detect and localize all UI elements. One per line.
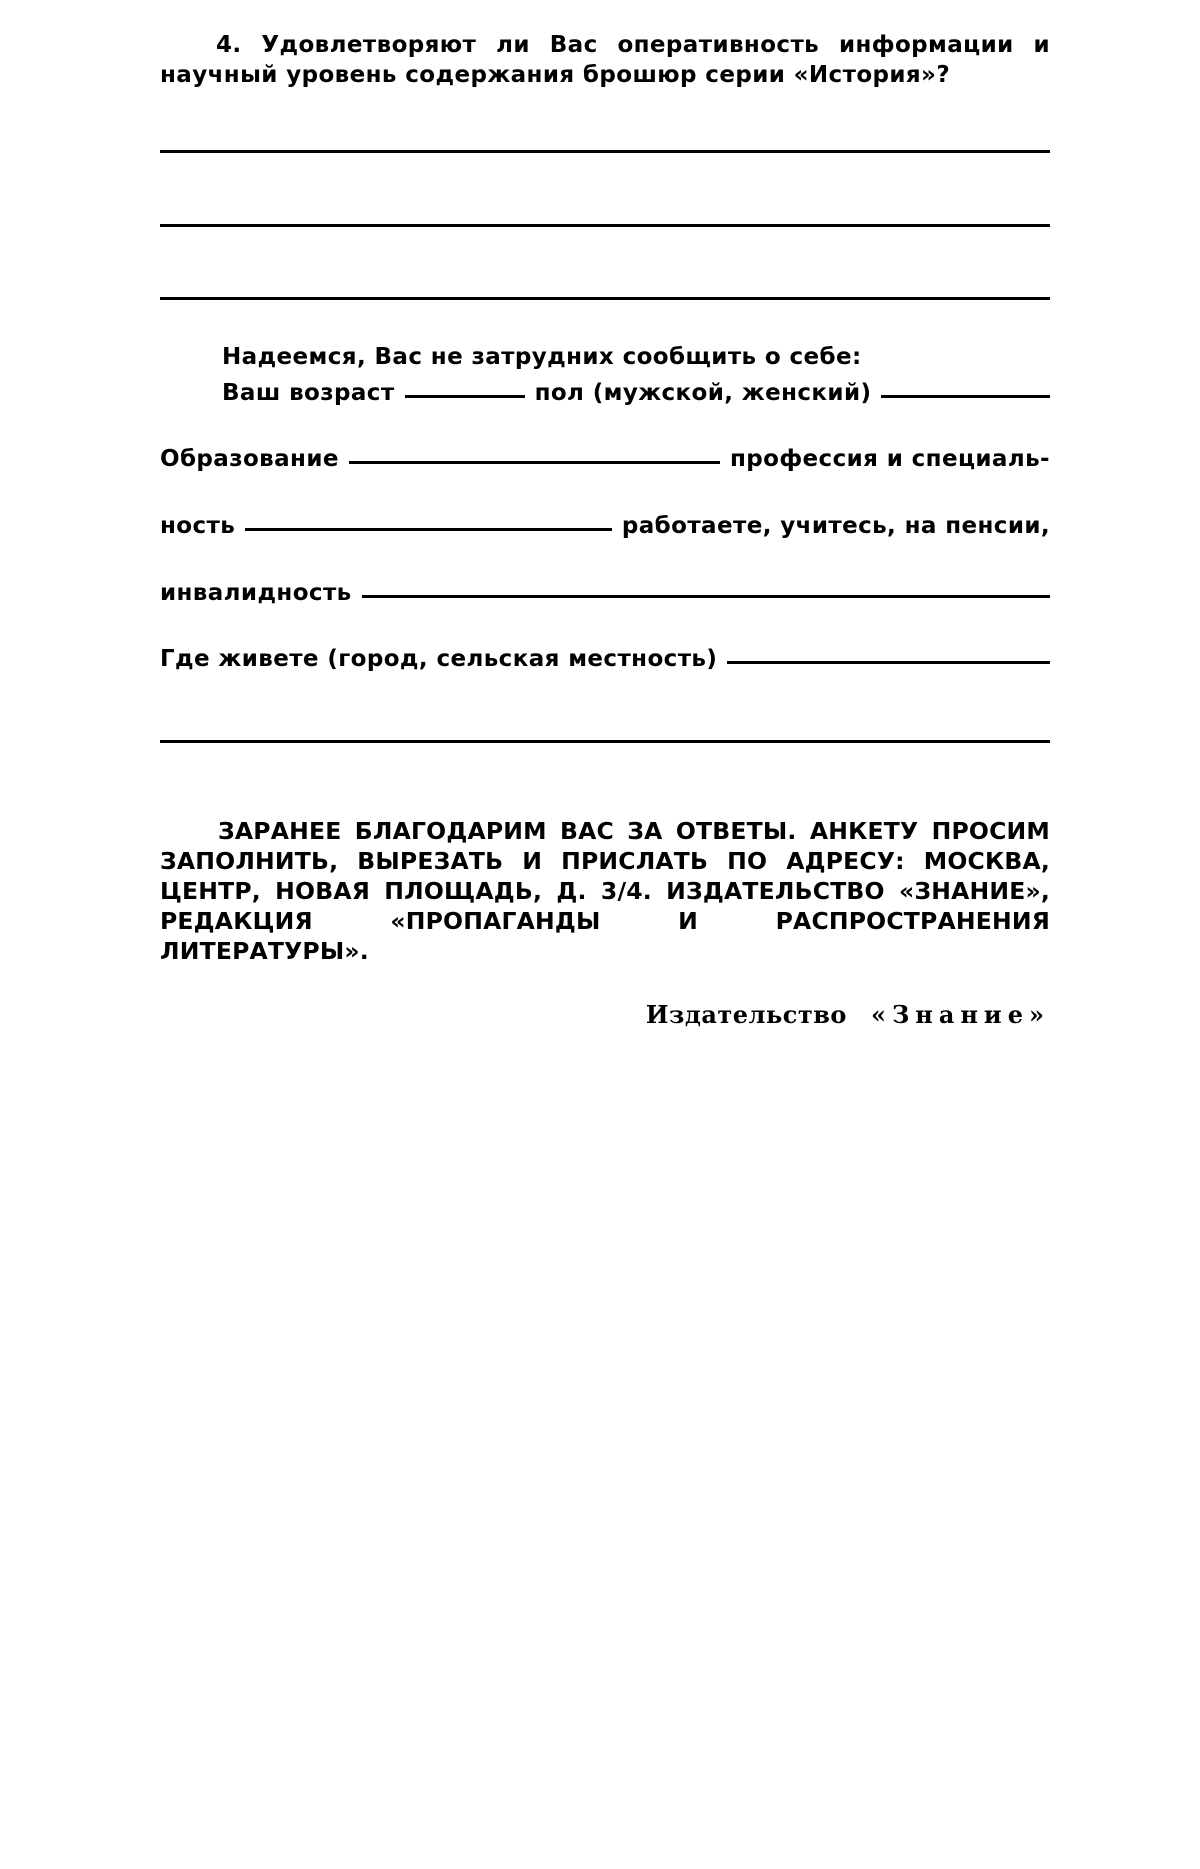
disability-row	[160, 572, 1050, 606]
education-row	[160, 438, 1050, 472]
residence-field-line-2[interactable]	[160, 740, 1050, 743]
sex-label: пол (мужской, женский)	[534, 380, 872, 406]
age-sex-row	[160, 372, 1050, 406]
disability-label: инвалидность	[160, 580, 352, 606]
publisher-name: «Знание»	[870, 1000, 1050, 1029]
status-label: работаете, учитесь, на пенсии,	[621, 513, 1050, 539]
sex-field[interactable]	[881, 395, 1050, 398]
education-field[interactable]	[349, 461, 720, 464]
status-field[interactable]	[362, 595, 1050, 598]
profession-status-row	[160, 505, 1050, 539]
publisher-word: Издательство	[645, 1000, 847, 1029]
residence-label: Где живете (город, сельская местность)	[160, 646, 718, 672]
publisher-signature	[646, 1000, 1050, 1029]
age-field[interactable]	[405, 395, 525, 398]
closing-instructions: ЗАРАНЕЕ БЛАГОДАРИМ ВАС ЗА ОТВЕТЫ. АНКЕТУ ПРОСИМ ЗАПОЛНИТЬ, ВЫРЕЗАТЬ И ПРИСЛАТЬ ПО АДРЕСУ: МОСКВА, ЦЕНТР, НОВАЯ ПЛОЩАДЬ, Д. 3/4. ИЗДАТЕЛЬСТВО «ЗНАНИЕ», РЕДАКЦИЯ «ПРОПАГАНДЫ И РАСПРОСТРАНЕНИЯ ЛИТЕРАТУРЫ».	[160, 817, 1050, 965]
profession-label-cont: ность	[160, 513, 236, 539]
profession-field[interactable]	[245, 528, 612, 531]
age-label: Ваш возраст	[222, 380, 395, 406]
answer-line-2[interactable]	[160, 224, 1050, 227]
residence-field[interactable]	[727, 661, 1050, 664]
residence-row	[160, 638, 1050, 672]
answer-line-3[interactable]	[160, 297, 1050, 300]
answer-line-1[interactable]	[160, 150, 1050, 153]
about-self-intro: Надеемся, Вас не затрудних сообщить о себе:	[222, 344, 862, 370]
question-4-text: 4. Удовлетворяют ли Вас оперативность информации и научный уровень содержания брошюр серии «История»?	[160, 32, 1050, 88]
education-label: Образование	[160, 446, 339, 472]
profession-label: профессия и специаль-	[729, 446, 1050, 472]
